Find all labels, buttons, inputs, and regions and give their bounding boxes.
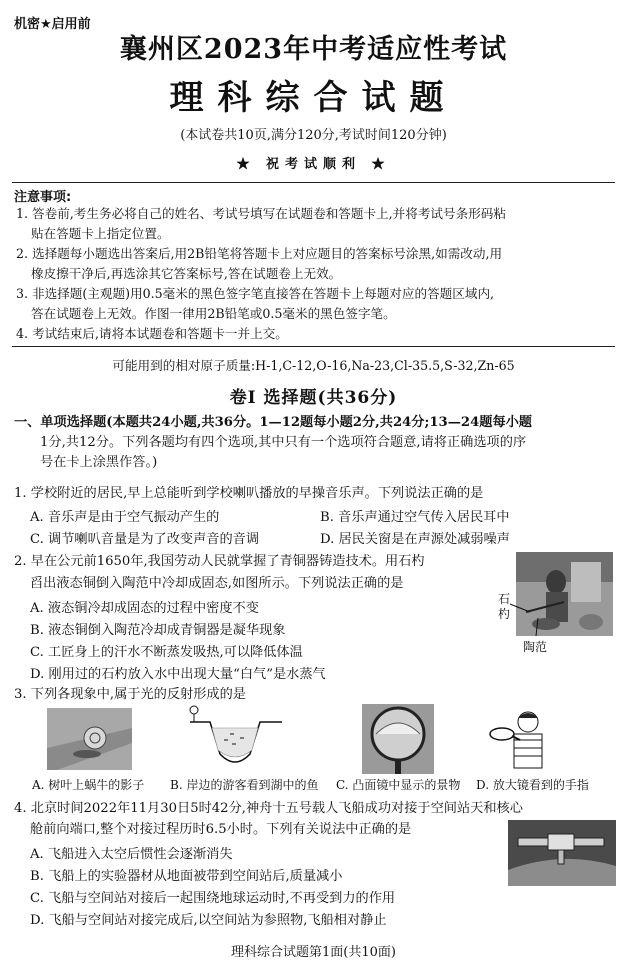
notice-item: [16, 204, 616, 243]
q1-option-d: D. 居民关窗是在声源处减弱噪声: [320, 532, 510, 547]
q3-option-d: D. 放大镜看到的手指: [476, 778, 589, 792]
notice-line: 3. 非选择题(主观题)用0.5毫米的黑色签字笔直接答在答题卡上每题对应的答题区域内,: [16, 286, 495, 301]
lake-fish-diagram: [182, 704, 288, 772]
section-line: 1分,共12分。下列各题均有四个选项,其中只有一个选项符合题意,请将正确选项的序: [40, 435, 527, 450]
q4-option-a: A. 飞船进入太空后惯性会逐渐消失: [30, 847, 233, 862]
q2-option-c: C. 工匠身上的汗水不断蒸发吸热,可以降低体温: [30, 645, 303, 660]
space-station-photo: [508, 820, 616, 886]
notice-line: 2. 选择题每小题选出答案后,用2B铅笔将答题卡上对应题目的答案标号涂黑,如需改动,用: [16, 246, 503, 261]
atomic-masses: 可能用到的相对原子质量:H-1,C-12,O-16,Na-23,Cl-35.5,S-32,Zn-65: [112, 358, 515, 373]
label-ladle-1: 石: [498, 592, 511, 606]
section-line: 号在卡上涂黑作答。): [40, 455, 158, 470]
good-luck-line: ★ 祝考试顺利 ★: [236, 157, 391, 172]
q2-option-a: A. 液态铜冷却成固态的过程中密度不变: [30, 601, 259, 616]
paper-title: 理科综合试题: [169, 78, 458, 118]
top-rule: [12, 182, 615, 183]
q4-stem: 4. 北京时间2022年11月30日5时42分,神舟十五号载人飞船成功对接于空间站天和核心: [14, 801, 523, 816]
q1-option-c: C. 调节喇叭音量是为了改变声音的音调: [30, 532, 260, 547]
snail-shadow-photo: [47, 708, 132, 770]
magnifier-finger-drawing: [488, 704, 566, 774]
notice-heading: 注意事项:: [14, 190, 72, 205]
label-mold: 陶范: [523, 640, 548, 654]
q3-option-b: B. 岸边的游客看到湖中的鱼: [170, 778, 319, 792]
section-instructions: [14, 413, 618, 473]
q4-option-c: C. 飞船与空间站对接后一起围绕地球运动时,不再受到力的作用: [30, 891, 396, 906]
page-footer: 理科综合试题第1面(共10面): [231, 945, 396, 960]
label-ladle-2: 杓: [498, 607, 511, 621]
q2-stem-cont: 舀出液态铜倒入陶范中冷却成固态,如图所示。下列说法正确的是: [30, 576, 404, 591]
notice-item: [16, 324, 616, 344]
q2-option-b: B. 液态铜倒入陶范冷却成青铜器是凝华现象: [30, 623, 286, 638]
section-line: 一、单项选择题(本题共24小题,共36分。1—12题每小题2分,共24分;13—24题每小题: [14, 415, 532, 430]
notice-item: [16, 284, 616, 323]
q2-option-d: D. 刚用过的石杓放入水中出现大量“白气”是水蒸气: [30, 667, 326, 682]
notice-line: 1. 答卷前,考生务必将自己的姓名、考试号填写在试题卷和答题卡上,并将考试号条形码粘: [16, 206, 506, 221]
notice-line: 橡皮擦干净后,再选涂其它答案标号,答在试题卷上无效。: [31, 265, 342, 281]
notice-item: [16, 244, 616, 283]
q1-option-a: A. 音乐声是由于空气振动产生的: [30, 510, 220, 525]
exam-info: (本试卷共10页,满分120分,考试时间120分钟): [180, 128, 447, 143]
exam-title: 襄州区2023年中考适应性考试: [119, 34, 508, 65]
volume-title: 卷Ⅰ 选择题(共36分): [229, 388, 398, 408]
q3-option-a: A. 树叶上蜗牛的影子: [32, 778, 145, 792]
convex-mirror-photo: [362, 704, 434, 774]
notice-bottom-rule: [12, 346, 615, 347]
q2-stem: 2. 早在公元前1650年,我国劳动人民就掌握了青铜器铸造技术。用石杓: [14, 554, 425, 569]
q3-stem: 3. 下列各现象中,属于光的反射形成的是: [14, 687, 246, 702]
q1-option-b: B. 音乐声通过空气传入居民耳中: [320, 510, 510, 525]
notice-line: 4. 考试结束后,请将本试题卷和答题卡一并上交。: [16, 326, 288, 341]
notice-line: 答在试题卷上无效。作图一律用2B铅笔或0.5毫米的黑色签字笔。: [31, 305, 396, 321]
label-pointer-lines: [508, 598, 548, 638]
q4-option-d: D. 飞船与空间站对接完成后,以空间站为参照物,飞船相对静止: [30, 913, 387, 928]
confidential-mark: 机密★启用前: [14, 17, 91, 32]
q4-stem-cont: 舱前向端口,整个对接过程历时6.5小时。下列有关说法中正确的是: [30, 822, 412, 837]
q4-option-b: B. 飞船上的实验器材从地面被带到空间站后,质量减小: [30, 869, 343, 884]
q3-option-c: C. 凸面镜中显示的景物: [336, 778, 461, 792]
notice-line: 贴在答题卡上指定位置。: [31, 225, 170, 241]
q1-stem: 1. 学校附近的居民,早上总能听到学校喇叭播放的早操音乐声。下列说法正确的是: [14, 486, 484, 501]
